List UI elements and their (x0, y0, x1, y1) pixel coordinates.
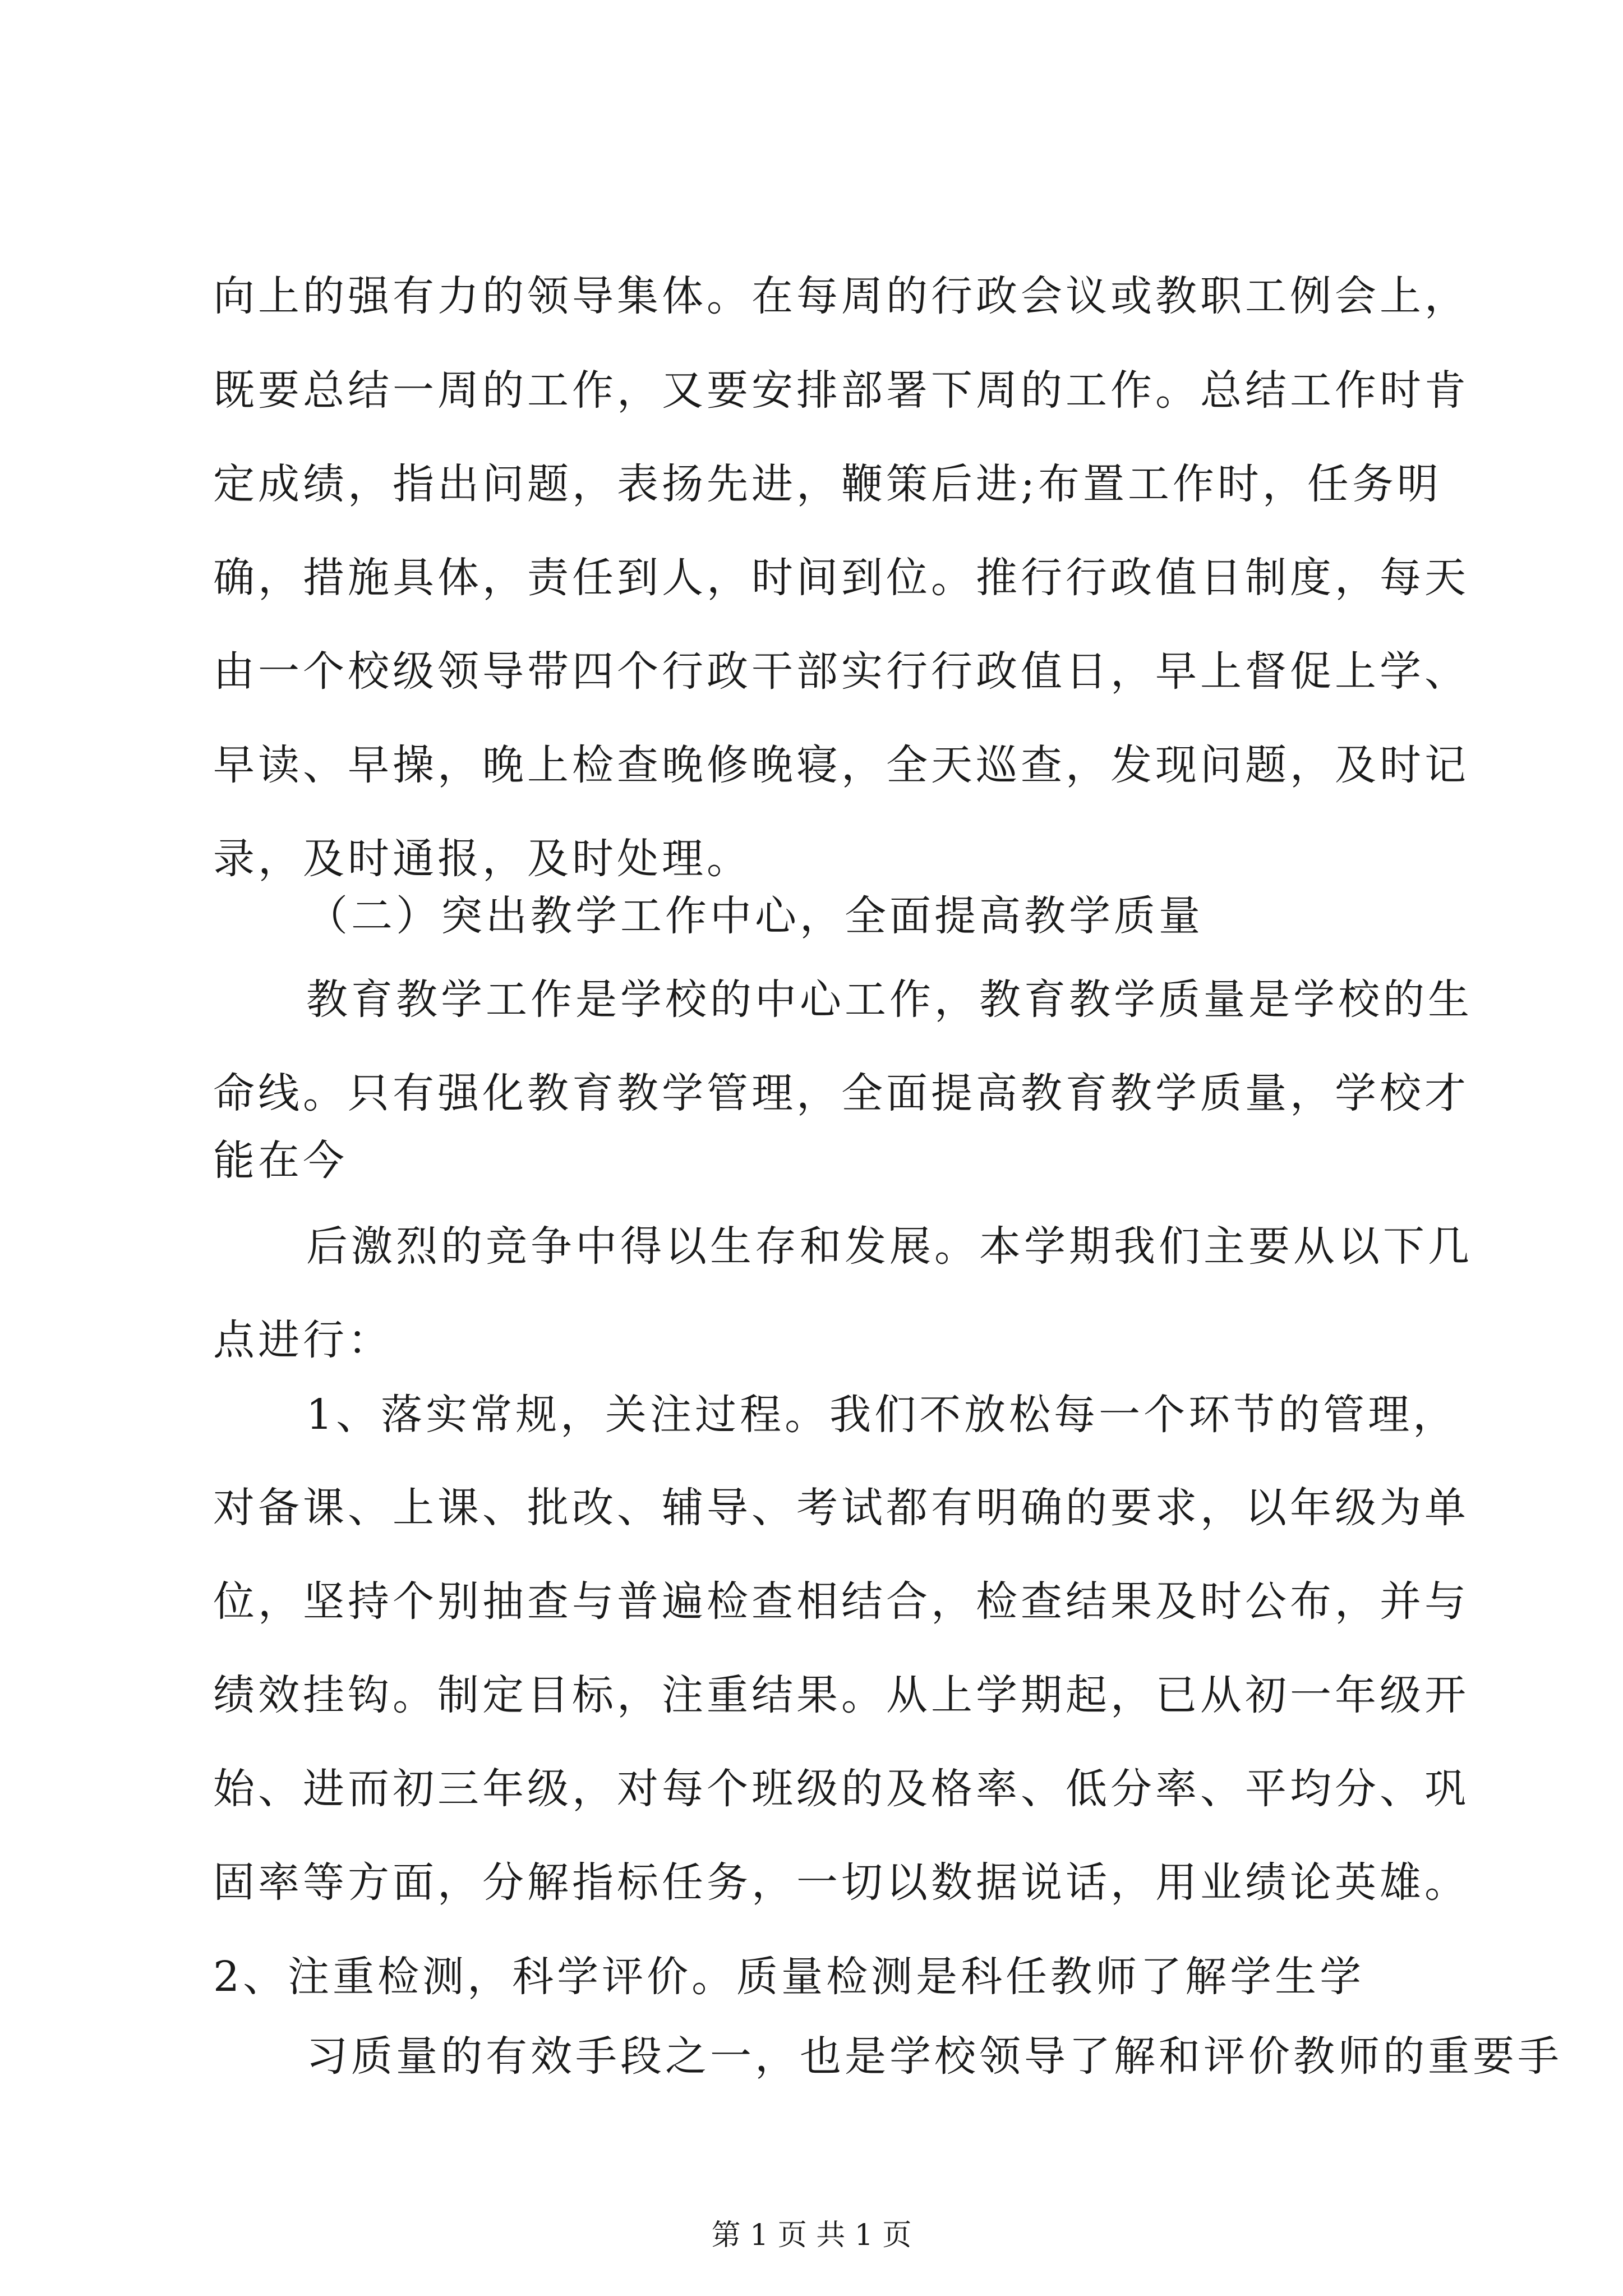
text-line: 始、进而初三年级，对每个班级的及格率、低分率、平均分、巩 (213, 1765, 1469, 1813)
page-footer: 第 1 页 共 1 页 (711, 2219, 912, 2252)
text-line: 能在今 (213, 1137, 348, 1185)
text-line: 向上的强有力的领导集体。在每周的行政会议或教职工例会上， (213, 272, 1469, 320)
text-line: 教育教学工作是学校的中心工作，教育教学质量是学校的生 (306, 976, 1473, 1024)
text-line: 后激烈的竞争中得以生存和发展。本学期我们主要从以下几 (306, 1222, 1473, 1271)
text-line: 命线。只有强化教育教学管理，全面提高教育教学质量，学校才 (213, 1069, 1469, 1117)
text-line: 2、注重检测，科学评价。质量检测是科任教师了解学生学 (213, 1953, 1365, 2001)
text-line: 确，措施具体，责任到人，时间到位。推行行政值日制度，每天 (213, 554, 1469, 602)
text-line: 习质量的有效手段之一，也是学校领导了解和评价教师的重要手 (306, 2032, 1562, 2081)
text-line: 位，坚持个别抽查与普遍检查相结合，检查结果及时公布，并与 (213, 1577, 1469, 1626)
text-line: 固率等方面，分解指标任务，一切以数据说话，用业绩论英雄。 (213, 1858, 1469, 1907)
text-line: 绩效挂钩。制定目标，注重结果。从上学期起，已从初一年级开 (213, 1671, 1469, 1719)
text-line: 1、落实常规，关注过程。我们不放松每一个环节的管理， (306, 1391, 1458, 1439)
section-heading: （二）突出教学工作中心，全面提高教学质量 (306, 892, 1204, 940)
text-line: 录，及时通报，及时处理。 (213, 835, 751, 883)
text-line: 既要总结一周的工作，又要安排部署下周的工作。总结工作时肯 (213, 366, 1469, 415)
text-line: 定成绩，指出问题，表扬先进，鞭策后进;布置工作时，任务明 (213, 460, 1442, 508)
text-line: 早读、早操，晚上检查晚修晚寝，全天巡查，发现问题，及时记 (213, 741, 1469, 789)
text-line: 点进行： (213, 1316, 393, 1364)
text-line: 对备课、上课、批改、辅导、考试都有明确的要求，以年级为单 (213, 1484, 1469, 1532)
text-line: 由一个校级领导带四个行政干部实行行政值日，早上督促上学、 (213, 647, 1469, 696)
